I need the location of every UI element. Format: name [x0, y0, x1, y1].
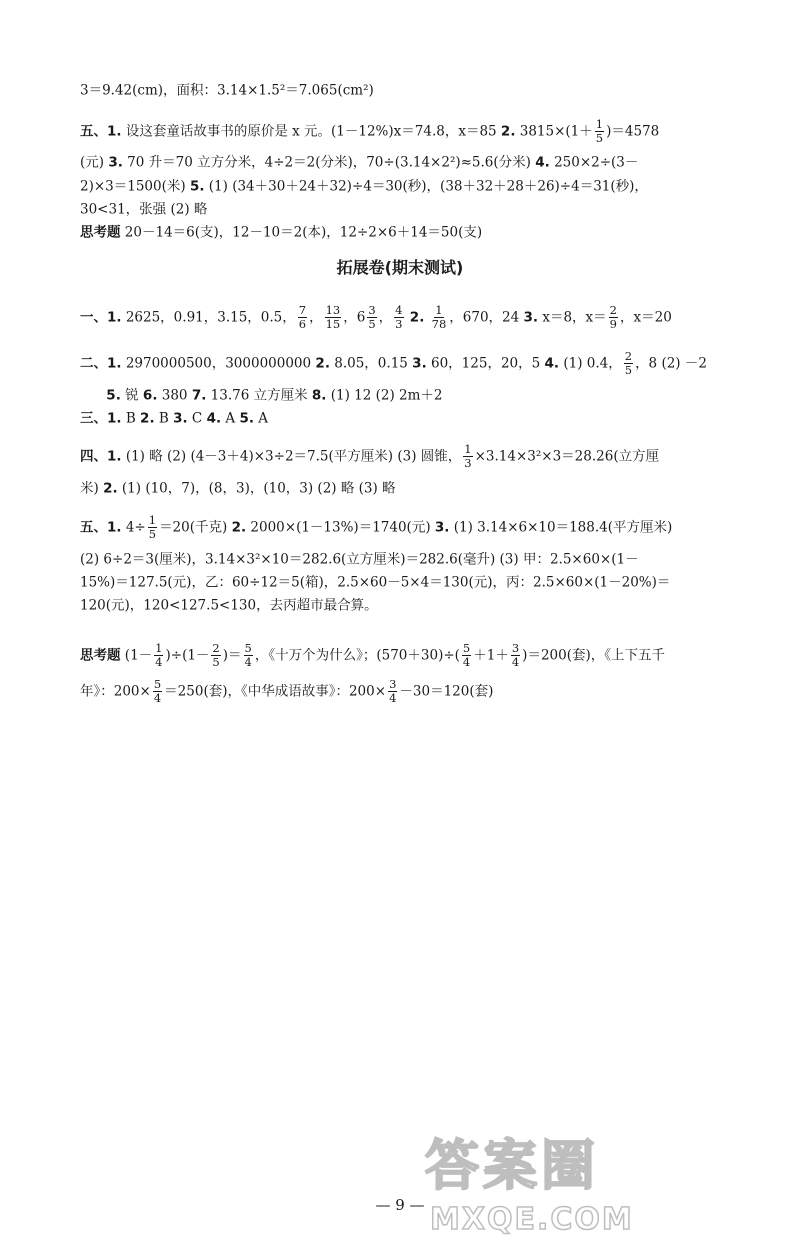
answer-text: 380 [161, 387, 188, 404]
denominator: 4 [389, 691, 397, 705]
answer-line [80, 152, 770, 173]
denominator: 5 [624, 363, 633, 377]
answer-text: x＝8，x＝ [542, 309, 607, 326]
answer-text: 2000×(1－13%)＝1740(元) [250, 519, 431, 536]
answer-text: (元) [80, 154, 105, 171]
item-number: 2. [409, 309, 425, 326]
denominator: 9 [609, 317, 617, 331]
answer-line [80, 176, 770, 197]
fraction [609, 304, 618, 331]
answer-line [80, 408, 770, 429]
numerator: 13 [325, 303, 341, 317]
answer-text: ，670，24 [449, 309, 520, 326]
denominator: 3 [464, 456, 472, 470]
numerator: 1 [435, 303, 443, 317]
fraction [153, 678, 162, 705]
think-question-label: 思考题 [80, 224, 121, 241]
answer-text: ，《十万个为什么》；(570＋30)÷( [254, 647, 460, 664]
item-number: 2. [500, 123, 516, 140]
question-label: 一、1. [80, 309, 122, 326]
page-number: — 9 — [375, 1196, 425, 1214]
denominator: 15 [325, 317, 341, 331]
answer-text: 2)×3＝1500(米) [80, 178, 186, 195]
item-number: 2. [231, 519, 247, 536]
item-number: 6. [142, 387, 158, 404]
answer-text: (2) 6÷2＝3(厘米)，3.14×3²×10＝282.6(立方厘米)＝282.6(毫升) (3) 甲：2.5×60×(1－ [80, 551, 639, 568]
watermark-logo: 答案圈 [425, 1134, 599, 1197]
answer-text: (1) 12 (2) 2m＋2 [330, 387, 443, 404]
answer-text: 120(元)，120<127.5<130，去丙超市最合算。 [80, 597, 378, 614]
numerator: 2 [212, 641, 220, 655]
answer-text: A [258, 410, 269, 427]
item-number: 5. [239, 410, 254, 427]
answer-line [80, 118, 770, 145]
answer-text: B [125, 410, 136, 427]
denominator: 5 [368, 317, 376, 331]
numerator: 7 [298, 303, 307, 317]
numerator: 1 [595, 117, 604, 131]
answer-line [80, 572, 770, 593]
denominator: 3 [395, 317, 403, 331]
item-number: 5. [106, 387, 121, 404]
answer-text: 锐 [125, 387, 139, 404]
denominator: 4 [462, 655, 471, 669]
answer-text: 2625，0.91，3.15，0.5， [125, 309, 296, 326]
answer-text: 250×2÷(3－ [554, 154, 639, 171]
item-number: 4. [544, 355, 560, 372]
fraction [211, 642, 220, 669]
item-number: 3. [108, 154, 123, 171]
answer-text: (1－ [124, 647, 153, 664]
answer-text: (1) (10，7)，(8，3)，(10，3) (2) 略 (3) 略 [121, 480, 396, 497]
denominator: 4 [511, 655, 520, 669]
answer-line [80, 678, 770, 705]
answer-text: ＝250(套)，《中华成语故事》：200× [164, 683, 387, 700]
answer-text: 米) [80, 480, 99, 497]
denominator: 78 [431, 317, 447, 331]
answer-line [80, 549, 770, 570]
answer-text: C [191, 410, 203, 427]
item-number: 3. [173, 410, 188, 427]
fraction [511, 642, 520, 669]
answer-text: )＝4578 [606, 123, 660, 140]
item-number: 3. [434, 519, 450, 536]
section-title: 拓展卷(期末测试) [336, 258, 464, 277]
question-label: 五、1. [80, 123, 122, 140]
item-number: 8. [311, 387, 327, 404]
answer-text: 30<31，张强 (2) 略 [80, 201, 208, 218]
numerator: 1 [464, 442, 472, 456]
fraction [394, 304, 403, 331]
fraction [624, 350, 633, 377]
answer-text: )÷(1－ [165, 647, 210, 664]
fraction [148, 514, 157, 541]
answer-text: 20－14＝6(支)，12－10＝2(本)，12÷2×6＋14＝50(支) [124, 224, 483, 241]
answer-text: 15%)＝127.5(元)，乙：60÷12＝5(箱)，2.5×60－5×4＝130(元)，丙：2.5×60×(1－20%)＝ [80, 574, 671, 591]
fraction [388, 678, 397, 705]
think-question-label: 思考题 [80, 647, 121, 664]
denominator: 6 [298, 317, 307, 331]
answer-line [80, 443, 770, 470]
answer-line [80, 642, 770, 669]
answer-line [80, 80, 770, 101]
answer-line [80, 514, 770, 541]
answer-text: 年》：200× [80, 683, 151, 700]
numerator: 5 [153, 677, 162, 691]
answer-text: 8.05，0.15 [334, 355, 408, 372]
fraction [431, 304, 448, 331]
answer-text: ＝20(千克) [159, 519, 228, 536]
answer-text: 3＝9.42(cm)，面积：3.14×1.5²＝7.065(cm²) [80, 82, 374, 99]
answer-line: 一、1. 2625，0.91，3.15，0.5， $\frac{7}{6}$ ， $\frac{13}{15}$ ，6 $\frac{3}{5}$ ， $\frac{4}{3}$ 2. $\frac{1}{78}$ ，670，24 3. x＝8，x＝ $\frac{2}{9}$ ，x＝20 [80, 303, 672, 331]
numerator: 1 [148, 513, 157, 527]
answer-text: 4÷ [125, 519, 146, 536]
answer-text: －30＝120(套) [399, 683, 494, 700]
watermark [420, 1130, 780, 1240]
numerator: 5 [462, 641, 471, 655]
answer-text: )＝ [222, 647, 242, 664]
numerator: 4 [395, 303, 403, 317]
item-number: 2. [140, 410, 155, 427]
fraction [595, 118, 604, 145]
item-number: 5. [189, 178, 205, 195]
question-label: 三、1. [80, 410, 122, 427]
fraction [298, 304, 307, 331]
numerator: 2 [624, 349, 633, 363]
answer-text: ，8 (2) －2 [635, 355, 707, 372]
item-number: 4. [206, 410, 222, 427]
item-number: 2. [103, 480, 118, 497]
numerator: 5 [244, 641, 252, 655]
answer-text: 13.76 立方厘米 [210, 387, 308, 404]
numerator: 1 [155, 641, 163, 655]
fraction [154, 642, 163, 669]
item-number: 3. [412, 355, 427, 372]
answer-text: 60，125，20，5 [431, 355, 541, 372]
watermark-url: MXQE.COM [430, 1202, 634, 1237]
question-label: 五、1. [80, 519, 122, 536]
answer-text: ＋1＋ [473, 647, 509, 664]
fraction [244, 642, 253, 669]
answer-text: (1) (34＋30＋24＋32)÷4＝30(秒)，(38＋32＋28＋26)÷4＝31(秒)， [208, 178, 648, 195]
denominator: 4 [244, 655, 252, 669]
answer-text: 2970000500，3000000000 [125, 355, 312, 372]
numerator: 3 [511, 641, 520, 655]
denominator: 5 [595, 131, 604, 145]
fraction [463, 443, 472, 470]
answer-line [80, 350, 770, 377]
fraction [462, 642, 471, 669]
answer-line [80, 478, 770, 499]
answer-text: ，x＝20 [620, 309, 672, 326]
item-number: 3. [523, 309, 539, 326]
item-number: 2. [315, 355, 330, 372]
fraction [367, 304, 376, 331]
answer-text: A [225, 410, 236, 427]
answer-text: (1) 略 (2) (4－3＋4)×3÷2＝7.5(平方厘米) (3) 圆锥， [125, 448, 462, 465]
answer-text: )＝200(套)，《上下五千 [522, 647, 665, 664]
answer-text: (1) 0.4， [563, 355, 622, 372]
item-number: 7. [191, 387, 207, 404]
answer-text: (1) 3.14×6×10＝188.4(平方厘米) [453, 519, 673, 536]
denominator: 4 [155, 655, 163, 669]
answer-line [80, 385, 770, 406]
denominator: 5 [148, 527, 157, 541]
answer-text: 3815×(1＋ [519, 123, 593, 140]
numerator: 3 [368, 303, 376, 317]
item-number: 4. [535, 154, 550, 171]
answer-text: 70 升＝70 立方分米，4÷2＝2(分米)，70÷(3.14×2²)≈5.6(分米) [127, 154, 531, 171]
question-label: 二、1. [80, 355, 122, 372]
denominator: 5 [212, 655, 220, 669]
answer-line [80, 222, 770, 243]
numerator: 2 [609, 303, 617, 317]
whole-part: 6 [356, 309, 366, 326]
denominator: 4 [153, 691, 162, 705]
question-label: 四、1. [80, 448, 122, 465]
answer-text: B [158, 410, 169, 427]
numerator: 3 [389, 677, 397, 691]
answer-text: 设这套童话故事书的原价是 x 元。(1－12%)x＝74.8，x＝85 [125, 123, 497, 140]
fraction [325, 304, 342, 331]
answer-line [80, 595, 770, 616]
answer-text: ×3.14×3²×3＝28.26(立方厘 [474, 448, 660, 465]
answer-line [80, 199, 770, 220]
